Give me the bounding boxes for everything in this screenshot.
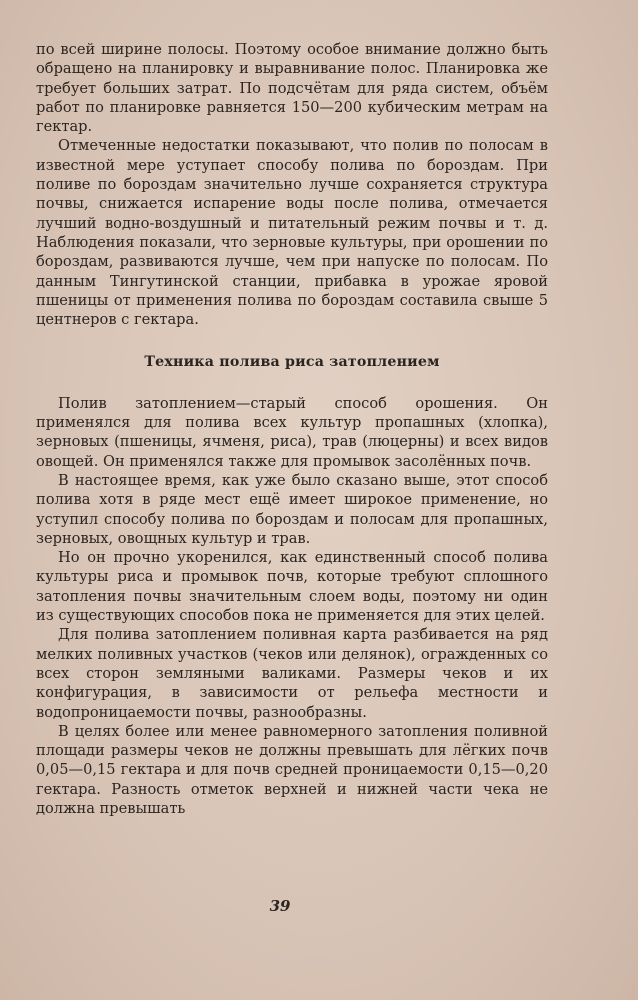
paragraph: Для полива затоплением поливная карта разбивается на ряд мелких поливных участков (чеков или делянок), огражденных со всех сторон земляными валиками. Размеры чеков и их конфигурация, в зависимости от рельефа местности и водопроницаемости почвы, разнообразны.: [36, 626, 548, 721]
paragraph: Отмеченные недостатки показывают, что полив по полосам в известной мере уступает способу полива по бороздам. При поливе по бороздам значительно лучше сохраняется структура почвы, снижается испарение воды после полива, отмечается лучший водно-воздушный и питательный режим почвы и т. д. Наблюдения показали, что зерновые культуры, при орошении по бороздам, развиваются лучше, чем при напуске по полосам. По данным Тингутинской станции, прибавка в урожае яровой пшеницы от применения полива по бороздам составила свыше 5 центнеров с гектара.: [36, 137, 548, 329]
paragraph: В целях более или менее равномерного затопления поливной площади размеры чеков не должны превышать для лёгких почв 0,05—0,15 гектара и для почв средней проницаемости 0,15—0,20 гектара. Разность отметок верхней и нижней части чека не должна превышать: [36, 722, 548, 817]
section-title: Техника полива риса затоплением: [144, 354, 440, 371]
paragraph: В настоящее время, как уже было сказано выше, этот способ полива хотя в ряде мест ещё имеет широкое применение, но уступил способу полива по бороздам и полосам для пропашных, зерновых, овощных культур и трав.: [36, 471, 548, 547]
paragraph: по всей ширине полосы. Поэтому особое внимание должно быть обращено на планировку и выравнивание полос. Планировка же требует больших затрат. По подсчётам для ряда систем, объём работ по планировке равняется 150—200 кубическим метрам на гектар.: [36, 41, 548, 136]
paragraph: Но он прочно укоренился, как единственный способ полива культуры риса и промывок почв, которые требуют сплошного затопления почвы значительным слоем воды, поэтому ни один из существующих способов пока не применяется для этих целей.: [36, 549, 548, 625]
paragraph: Полив затоплением—старый способ орошения. Он применялся для полива всех культур пропашных (хлопка), зерновых (пшеницы, ячменя, риса), трав (люцерны) и всех видов овощей. Он применялся также для промывок засолённых почв.: [36, 394, 548, 470]
page-number: 39: [269, 897, 291, 915]
page-text: [36, 40, 548, 818]
